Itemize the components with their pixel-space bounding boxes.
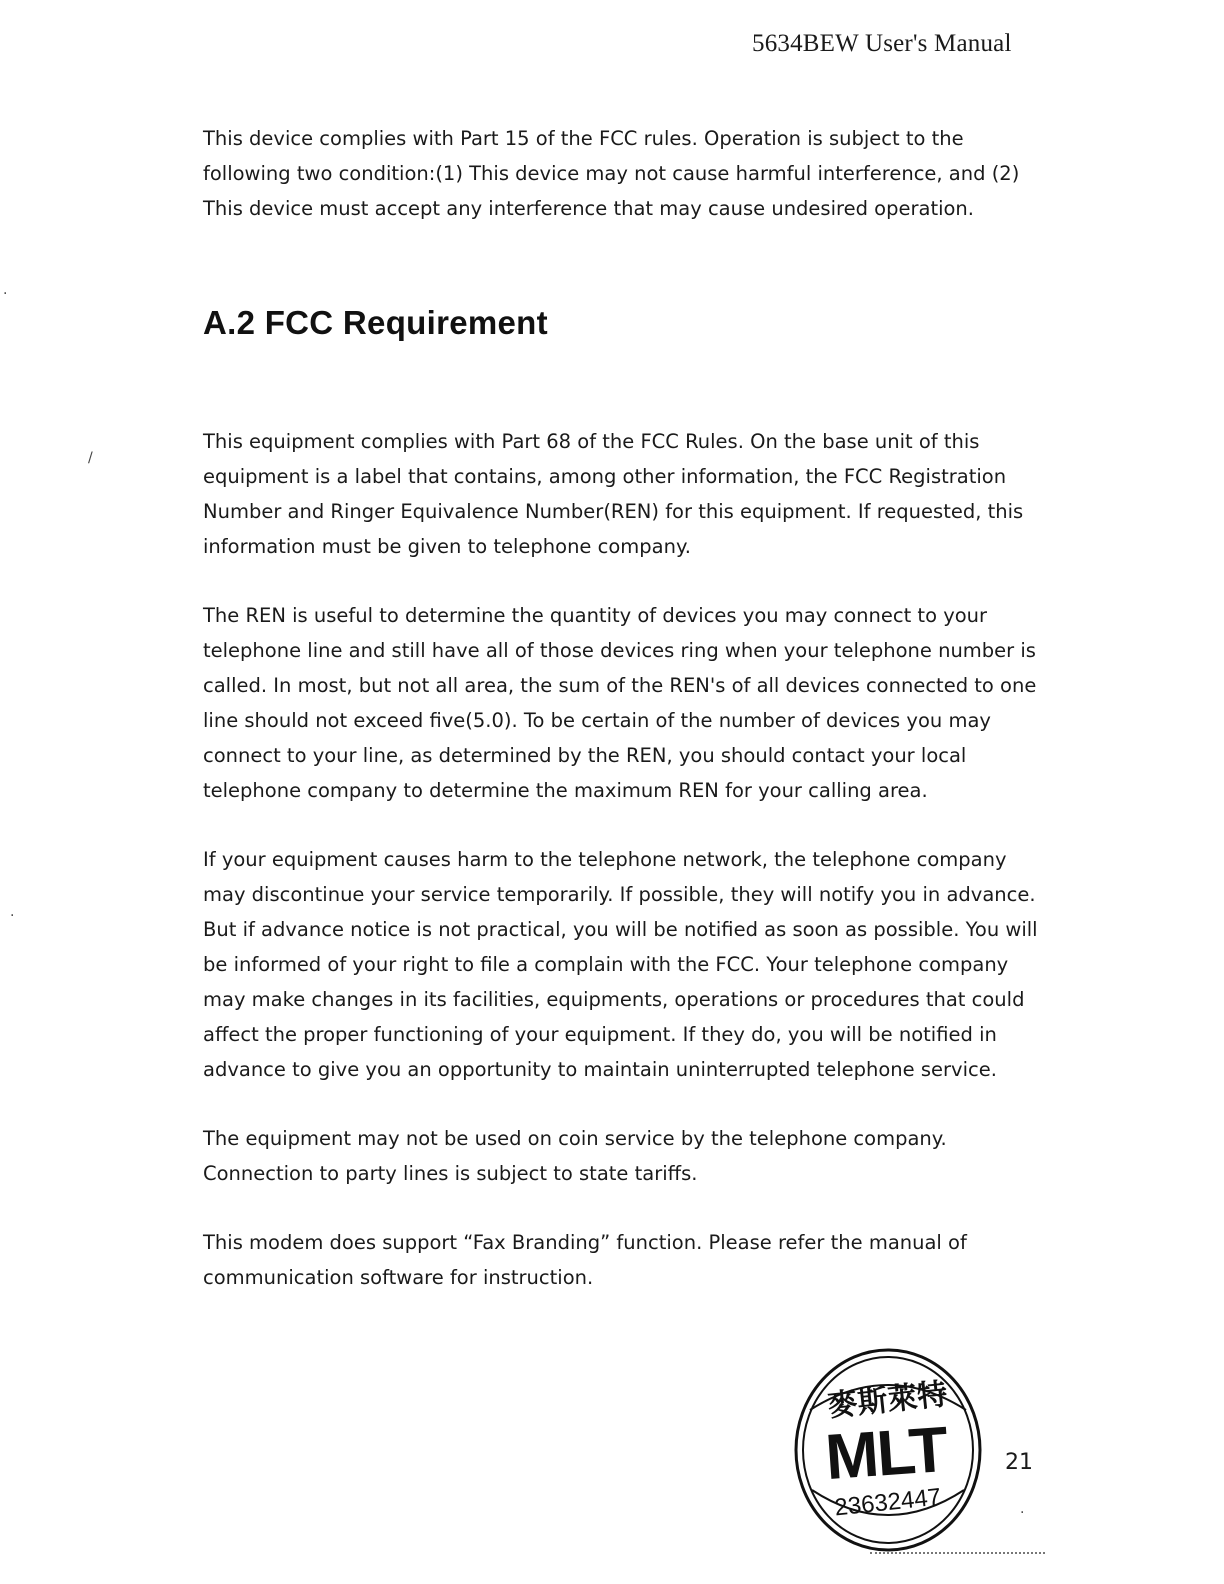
- paragraph-coin-service: The equipment may not be used on coin service by the telephone company. Connection to party lines is subject to state tariffs.: [203, 1127, 947, 1185]
- intro-paragraph: This device complies with Part 15 of the FCC rules. Operation is subject to the following two condition:(1) This device may not cause harmful interference, and (2) This device must accept any interference that may cause undesired operation.: [203, 127, 1020, 220]
- scan-speck: /: [88, 450, 93, 466]
- paragraph-fax-branding: This modem does support “Fax Branding” function. Please refer the manual of communication software for instruction.: [203, 1231, 967, 1289]
- paragraph-harm: If your equipment causes harm to the telephone network, the telephone company may discontinue your service temporarily. If possible, they will notify you in advance. But if advance notice is not practical, you will be notified as soon as possible. You will be informed of your right to file a complain with the FCC. Your telephone company may make changes in its facilities, equipments, operations or procedures that could affect the proper functioning of your equipment. If they do, you will be notified in advance to give you an opportunity to maintain uninterrupted telephone service.: [203, 848, 1038, 1081]
- stamp-brand-text: MLT: [823, 1412, 949, 1494]
- stamp-number-text: 23632447: [833, 1483, 943, 1522]
- document-body: [203, 121, 1043, 1295]
- section-heading: A.2 FCC Requirement: [203, 304, 548, 341]
- scan-speck: ·: [1020, 1505, 1025, 1521]
- paragraph-ren: The REN is useful to determine the quantity of devices you may connect to your telephone line and still have all of those devices ring when your telephone number is called. In most, but not all area, the sum of the REN's of all devices connected to one line should not exceed five(5.0). To be certain of the number of devices you may connect to your line, as determined by the REN, you should contact your local telephone company to determine the maximum REN for your calling area.: [203, 604, 1037, 802]
- scan-speck: ·: [10, 908, 15, 924]
- company-seal-stamp: [788, 1340, 993, 1560]
- running-header: 5634BEW User's Manual: [752, 30, 1012, 57]
- page-number: 21: [1005, 1450, 1033, 1475]
- scan-speck: ·: [3, 286, 8, 302]
- bottom-scan-line: [870, 1552, 1045, 1554]
- stamp-chinese-text: 麥斯萊特: [826, 1376, 950, 1425]
- paragraph-part68: This equipment complies with Part 68 of the FCC Rules. On the base unit of this equipment is a label that contains, among other information, the FCC Registration Number and Ringer Equivalence Number(REN) for this equipment. If requested, this information must be given to telephone company.: [203, 430, 1024, 558]
